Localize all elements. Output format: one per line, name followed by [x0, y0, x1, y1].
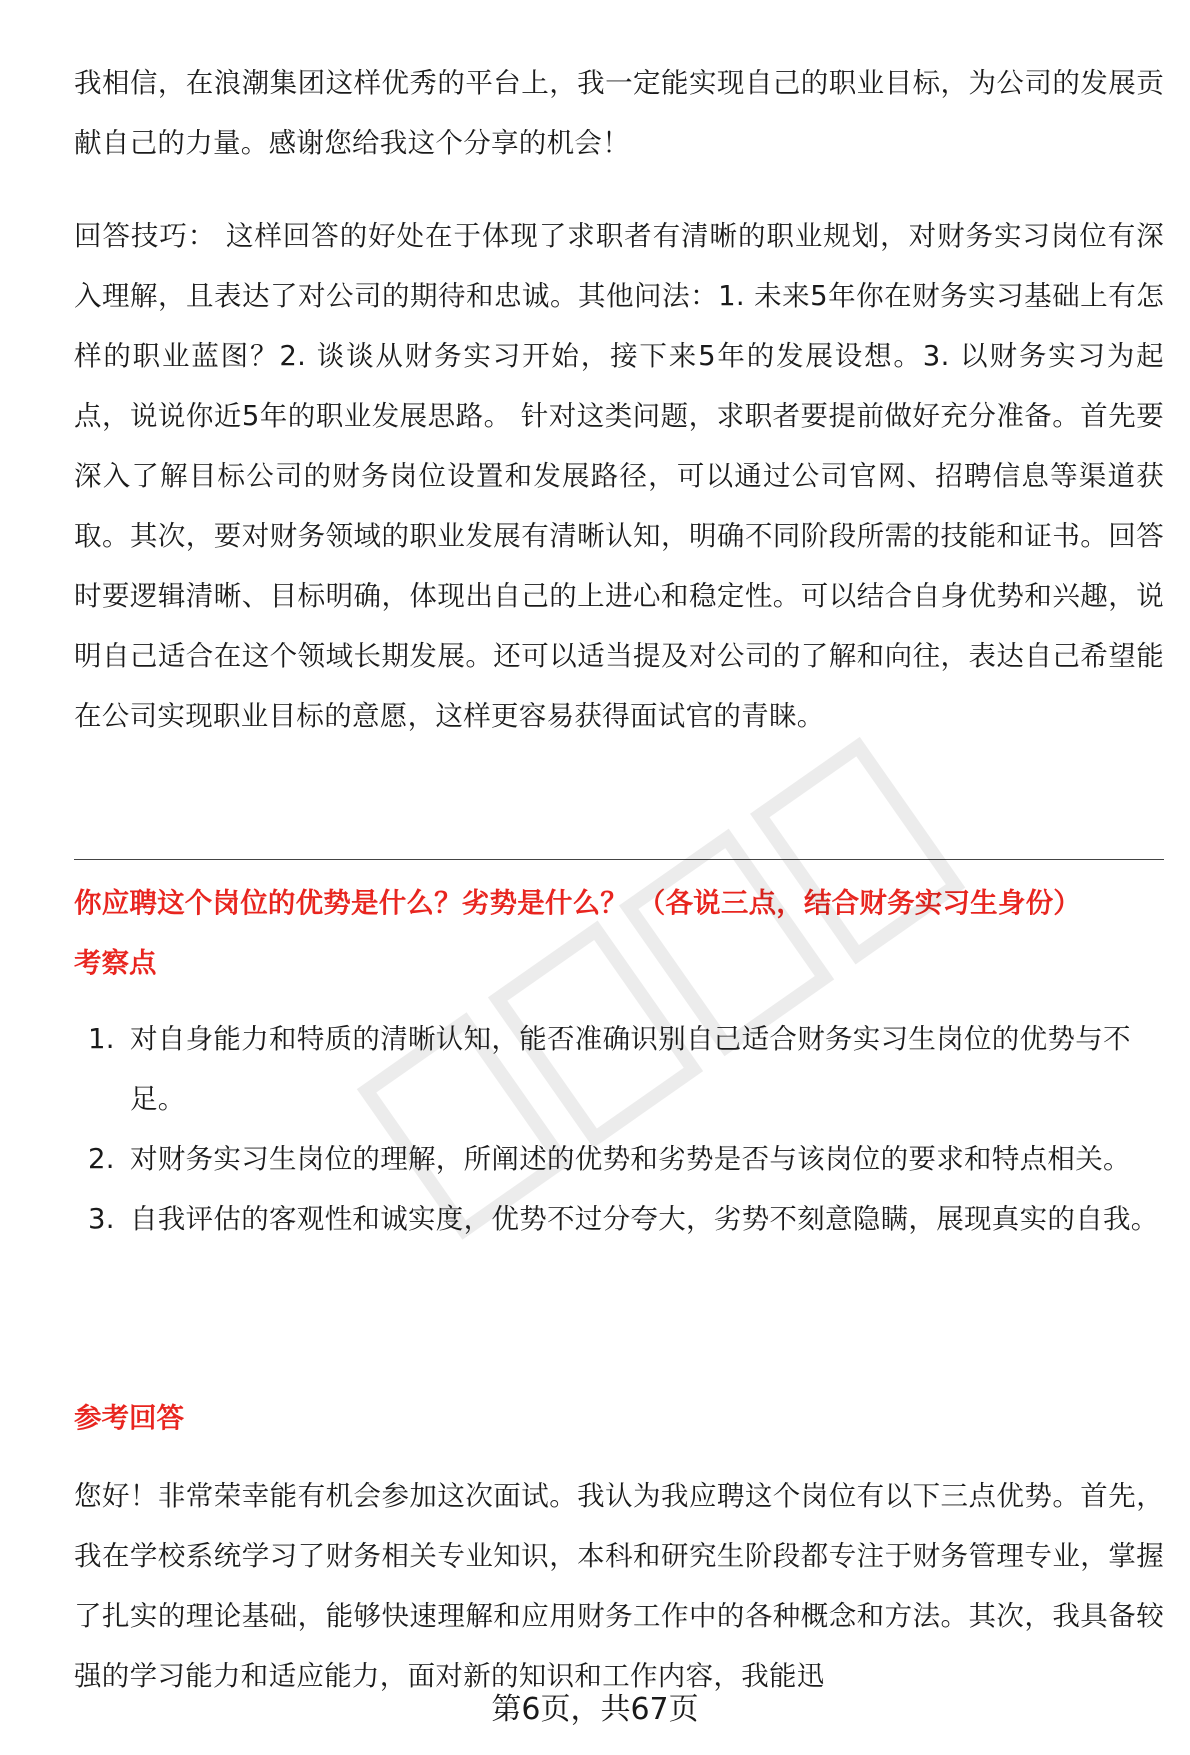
answer-heading: 参考回答	[74, 1402, 184, 1434]
list-item-number: 3.	[88, 1203, 115, 1235]
page-number-footer: 第6页，共67页	[491, 1692, 699, 1727]
list-item-text: 对自身能力和特质的清晰认知，能否准确识别自己适合财务实习生岗位的优势与不足。	[130, 1023, 1131, 1115]
points-heading: 考察点	[74, 947, 157, 979]
list-item	[74, 1009, 1164, 1129]
list-item-number: 2.	[88, 1143, 115, 1175]
answer-tips-paragraph: 回答技巧： 这样回答的好处在于体现了求职者有清晰的职业规划，对财务实习岗位有深入理解，且表达了对公司的期待和忠诚。其他问法：1. 未来5年你在财务实习基础上有怎样的职业蓝图？2. 谈谈从财务实习开始，接下来5年的发展设想。3. 以财务实习为起点，说说你近5年的职业发展思路。 针对这类问题，求职者要提前做好充分准备。首先要深入了解目标公司的财务岗位设置和发展路径，可以通过公司官网、招聘信息等渠道获取。其次，要对财务领域的职业发展有清晰认知，明确不同阶段所需的技能和证书。回答时要逻辑清晰、目标明确，体现出自己的上进心和稳定性。可以结合自身优势和兴趣，说明自己适合在这个领域长期发展。还可以适当提及对公司的了解和向往，表达自己希望能在公司实现职业目标的意愿，这样更容易获得面试官的青睐。	[74, 220, 1164, 732]
intro-paragraph: 我相信，在浪潮集团这样优秀的平台上，我一定能实现自己的职业目标，为公司的发展贡献自己的力量。感谢您给我这个分享的机会！	[74, 67, 1164, 159]
reference-answer-paragraph: 您好！非常荣幸能有机会参加这次面试。我认为我应聘这个岗位有以下三点优势。首先，我在学校系统学习了财务相关专业知识，本科和研究生阶段都专注于财务管理专业，掌握了扎实的理论基础，能够快速理解和应用财务工作中的各种概念和方法。其次，我具备较强的学习能力和适应能力，面对新的知识和工作内容，我能迅	[74, 1480, 1164, 1692]
list-item-text: 对财务实习生岗位的理解，所阐述的优势和劣势是否与该岗位的要求和特点相关。	[130, 1143, 1131, 1175]
list-item	[74, 1189, 1164, 1249]
interview-question: 你应聘这个岗位的优势是什么？劣势是什么？ （各说三点，结合财务实习生身份）	[74, 887, 1081, 919]
section-divider	[74, 859, 1164, 860]
list-item	[74, 1129, 1164, 1189]
list-item-number: 1.	[88, 1023, 115, 1055]
assessment-points-list	[74, 1009, 1164, 1249]
list-item-text: 自我评估的客观性和诚实度，优势不过分夸大，劣势不刻意隐瞒，展现真实的自我。	[130, 1203, 1159, 1235]
